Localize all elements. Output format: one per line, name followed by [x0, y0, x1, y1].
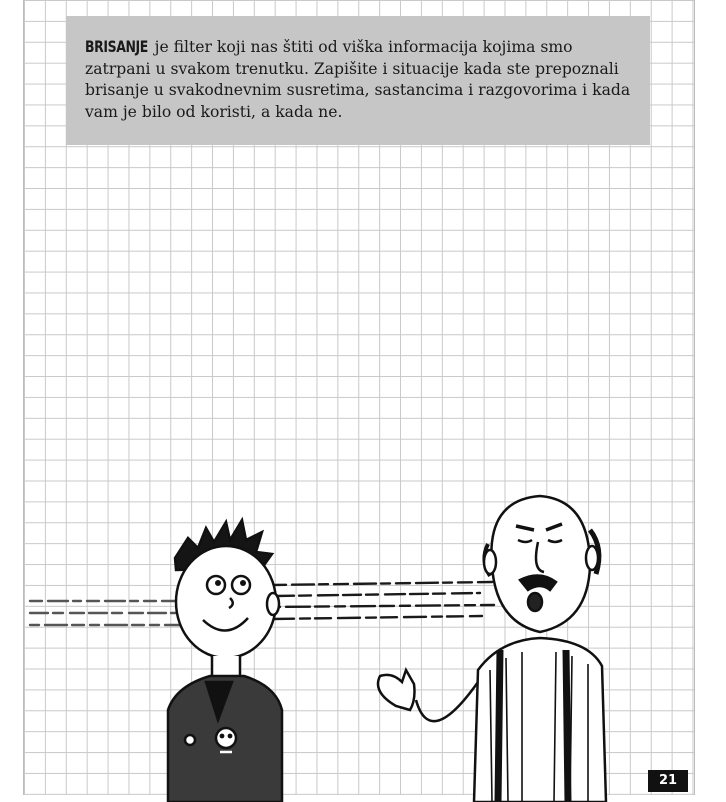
speech-line-4	[272, 616, 482, 619]
young-man-figure	[168, 520, 282, 802]
young-man-face	[176, 546, 276, 658]
instruction-box	[66, 16, 650, 145]
old-man-ear-left	[484, 550, 496, 574]
old-man-arm	[416, 682, 478, 721]
old-man-mouth	[528, 593, 542, 611]
old-man-head	[491, 496, 590, 632]
old-man-figure	[378, 496, 606, 802]
keyword-brisanje: BRISANJE	[85, 37, 148, 56]
page-number-badge: 21	[648, 770, 688, 792]
speech-line-3	[270, 605, 494, 607]
skull-icon	[216, 728, 236, 748]
instruction-body: je filter koji nas štiti od viška informacija kojima smo zatrpani u svakom trenutku. Zapišite i situacije kada ste prepoznali brisanje u svakodnevnim susretima, sastancima i razgovorima i kada vam je bilo od koristi, a kada ne.	[85, 38, 631, 121]
illustration	[0, 470, 726, 802]
instruction-text	[85, 36, 637, 123]
young-man-ear	[267, 593, 279, 615]
young-man-neck	[212, 656, 240, 678]
anarchy-badge-icon	[185, 735, 195, 745]
waving-hand-icon	[378, 670, 415, 710]
speech-line-1	[272, 582, 492, 585]
old-man-ear-right	[586, 546, 598, 570]
old-man-shirt	[474, 638, 606, 802]
speech-line-2	[276, 593, 480, 596]
